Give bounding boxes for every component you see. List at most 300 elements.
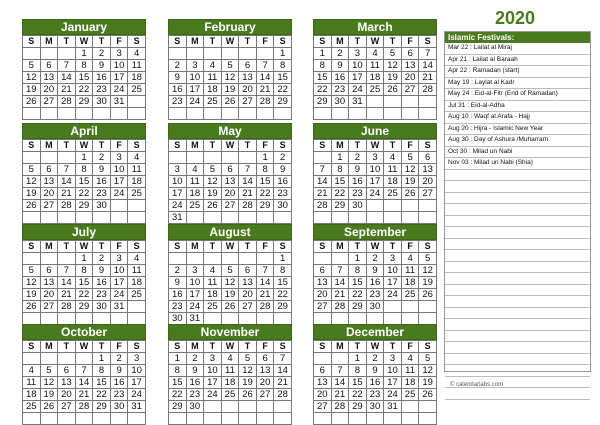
week-row [169, 389, 292, 401]
weekday-header: T [204, 341, 222, 353]
week-row [314, 377, 437, 389]
day-cell: 19 [239, 377, 257, 389]
day-cell: 13 [40, 72, 58, 84]
day-cell: 20 [314, 289, 332, 301]
day-cell [274, 313, 292, 325]
month-days-table [168, 240, 292, 325]
day-cell [186, 152, 204, 164]
day-cell [274, 401, 292, 413]
weekday-header: W [221, 140, 239, 152]
day-cell: 26 [23, 200, 41, 212]
day-cell: 19 [419, 277, 437, 289]
day-cell: 26 [221, 96, 239, 108]
day-cell: 30 [274, 200, 292, 212]
day-cell: 4 [366, 48, 384, 60]
day-cell: 14 [58, 176, 76, 188]
day-cell: 13 [419, 164, 437, 176]
day-cell: 21 [331, 289, 349, 301]
day-cell: 12 [40, 377, 58, 389]
day-cell: 9 [93, 60, 111, 72]
day-cell: 22 [349, 289, 367, 301]
day-cell: 23 [93, 84, 111, 96]
weekday-header: M [331, 341, 349, 353]
day-cell: 25 [204, 301, 222, 313]
day-cell: 5 [23, 164, 41, 176]
weekday-header: S [128, 36, 146, 48]
weekday-header-row [169, 241, 292, 253]
day-cell: 28 [256, 301, 274, 313]
week-row [169, 365, 292, 377]
day-cell: 20 [239, 84, 257, 96]
week-row [169, 188, 292, 200]
day-cell [314, 413, 332, 425]
day-cell: 20 [221, 188, 239, 200]
day-cell: 15 [331, 176, 349, 188]
day-cell: 16 [186, 377, 204, 389]
festival-line: Oct 30 : Milad un Nabi [445, 147, 590, 159]
day-cell [40, 413, 58, 425]
weekday-header: S [419, 241, 437, 253]
day-cell: 17 [204, 377, 222, 389]
festival-line: Apr 21 : Lailat al Baraah [445, 55, 590, 67]
day-cell: 5 [401, 152, 419, 164]
day-cell: 29 [314, 96, 332, 108]
day-cell: 14 [331, 377, 349, 389]
day-cell [23, 152, 41, 164]
day-cell [331, 212, 349, 224]
day-cell: 11 [128, 265, 146, 277]
festival-line [445, 331, 590, 343]
day-cell [256, 48, 274, 60]
festival-line: Jul 31 : Eid-al-Adha [445, 101, 590, 113]
day-cell [128, 96, 146, 108]
day-cell: 18 [401, 277, 419, 289]
week-row [23, 277, 146, 289]
day-cell: 18 [384, 176, 402, 188]
festival-line [445, 388, 590, 400]
month-days-table [313, 139, 437, 224]
week-row [169, 152, 292, 164]
festival-line [445, 204, 590, 216]
day-cell: 18 [128, 176, 146, 188]
day-cell: 9 [366, 265, 384, 277]
day-cell: 9 [274, 164, 292, 176]
day-cell: 6 [256, 353, 274, 365]
day-cell: 5 [384, 48, 402, 60]
day-cell [40, 108, 58, 120]
day-cell: 9 [366, 365, 384, 377]
year-title: 2020 [494, 8, 536, 28]
day-cell [204, 253, 222, 265]
day-cell: 1 [274, 48, 292, 60]
day-cell: 2 [331, 48, 349, 60]
weekday-header: T [93, 36, 111, 48]
day-cell: 3 [384, 253, 402, 265]
week-row [314, 164, 437, 176]
day-cell: 10 [110, 164, 128, 176]
day-cell: 20 [401, 72, 419, 84]
day-cell: 18 [204, 84, 222, 96]
week-row [23, 389, 146, 401]
day-cell: 29 [93, 401, 111, 413]
day-cell: 22 [274, 289, 292, 301]
day-cell [204, 413, 222, 425]
festival-line [445, 319, 590, 331]
day-cell: 14 [75, 377, 93, 389]
month-november [168, 324, 292, 425]
festival-line: May 19 : Laylat al Kadr [445, 78, 590, 90]
weekday-header: T [93, 241, 111, 253]
day-cell: 12 [23, 176, 41, 188]
day-cell: 10 [110, 265, 128, 277]
day-cell: 26 [23, 96, 41, 108]
day-cell: 11 [204, 72, 222, 84]
weekday-header-row [314, 241, 437, 253]
day-cell: 18 [366, 72, 384, 84]
weekday-header-row [23, 341, 146, 353]
day-cell: 26 [419, 289, 437, 301]
day-cell: 18 [186, 188, 204, 200]
week-row [314, 84, 437, 96]
weekday-header: T [239, 140, 257, 152]
day-cell: 27 [58, 401, 76, 413]
day-cell: 12 [204, 176, 222, 188]
week-row [314, 176, 437, 188]
day-cell [40, 353, 58, 365]
day-cell [331, 253, 349, 265]
day-cell: 6 [401, 48, 419, 60]
month-title: July [22, 224, 146, 240]
week-row [314, 152, 437, 164]
day-cell [40, 152, 58, 164]
day-cell [110, 108, 128, 120]
day-cell [58, 413, 76, 425]
day-cell: 19 [23, 188, 41, 200]
weekday-header: W [75, 341, 93, 353]
day-cell: 27 [40, 200, 58, 212]
day-cell: 15 [75, 277, 93, 289]
day-cell: 28 [58, 301, 76, 313]
day-cell: 6 [221, 164, 239, 176]
day-cell: 30 [93, 96, 111, 108]
day-cell: 2 [349, 152, 367, 164]
day-cell [40, 313, 58, 325]
day-cell: 3 [384, 353, 402, 365]
day-cell [110, 200, 128, 212]
day-cell: 19 [204, 188, 222, 200]
day-cell [366, 413, 384, 425]
day-cell: 31 [128, 401, 146, 413]
day-cell: 7 [256, 60, 274, 72]
day-cell: 1 [169, 353, 187, 365]
day-cell: 10 [186, 72, 204, 84]
credit-text: © calendarlabs.com [450, 382, 504, 388]
day-cell: 24 [384, 289, 402, 301]
week-row [314, 60, 437, 72]
day-cell [75, 212, 93, 224]
day-cell: 4 [384, 152, 402, 164]
festival-line [445, 308, 590, 320]
day-cell: 18 [221, 377, 239, 389]
weekday-header-row [314, 36, 437, 48]
festival-line [445, 170, 590, 182]
day-cell: 17 [384, 277, 402, 289]
day-cell: 30 [366, 301, 384, 313]
day-cell: 19 [401, 176, 419, 188]
month-title: October [22, 324, 146, 340]
day-cell [401, 301, 419, 313]
day-cell: 8 [331, 164, 349, 176]
day-cell [221, 212, 239, 224]
weekday-header: S [128, 241, 146, 253]
day-cell: 27 [256, 389, 274, 401]
day-cell: 25 [128, 289, 146, 301]
day-cell: 28 [58, 200, 76, 212]
day-cell: 28 [75, 401, 93, 413]
day-cell: 15 [314, 72, 332, 84]
day-cell [221, 152, 239, 164]
month-days-table [168, 35, 292, 120]
day-cell: 2 [93, 253, 111, 265]
day-cell: 3 [186, 265, 204, 277]
festival-line: May 24 : Eid-al-Fitr (End of Ramadan) [445, 89, 590, 101]
weekday-header: T [349, 36, 367, 48]
day-cell: 10 [204, 365, 222, 377]
weekday-header: S [314, 341, 332, 353]
day-cell: 7 [75, 365, 93, 377]
day-cell: 5 [221, 265, 239, 277]
day-cell: 9 [349, 164, 367, 176]
day-cell [314, 212, 332, 224]
day-cell: 27 [401, 84, 419, 96]
day-cell: 22 [169, 389, 187, 401]
day-cell: 14 [314, 176, 332, 188]
day-cell: 14 [58, 72, 76, 84]
day-cell: 1 [256, 152, 274, 164]
week-row [314, 389, 437, 401]
day-cell: 24 [349, 84, 367, 96]
day-cell [204, 108, 222, 120]
day-cell: 7 [331, 265, 349, 277]
day-cell: 2 [169, 265, 187, 277]
day-cell [204, 401, 222, 413]
day-cell: 30 [169, 313, 187, 325]
day-cell: 14 [256, 72, 274, 84]
day-cell: 4 [401, 253, 419, 265]
day-cell: 25 [23, 401, 41, 413]
day-cell: 15 [256, 176, 274, 188]
day-cell: 15 [274, 277, 292, 289]
day-cell: 4 [204, 60, 222, 72]
day-cell [75, 413, 93, 425]
day-cell: 3 [204, 353, 222, 365]
month-title: August [168, 224, 292, 240]
day-cell: 3 [110, 152, 128, 164]
day-cell: 21 [75, 389, 93, 401]
week-row [169, 84, 292, 96]
day-cell: 28 [256, 96, 274, 108]
day-cell: 9 [110, 365, 128, 377]
day-cell [401, 313, 419, 325]
day-cell: 4 [23, 365, 41, 377]
week-row [23, 313, 146, 325]
day-cell: 12 [23, 277, 41, 289]
day-cell: 13 [314, 277, 332, 289]
month-days-table [168, 139, 292, 224]
day-cell: 22 [331, 188, 349, 200]
week-row [314, 48, 437, 60]
day-cell: 29 [274, 301, 292, 313]
day-cell: 23 [93, 289, 111, 301]
day-cell [221, 48, 239, 60]
day-cell: 4 [221, 353, 239, 365]
weekday-header-row [169, 36, 292, 48]
day-cell: 29 [256, 200, 274, 212]
day-cell: 22 [93, 389, 111, 401]
day-cell [331, 353, 349, 365]
day-cell [221, 413, 239, 425]
day-cell: 15 [349, 377, 367, 389]
day-cell [58, 313, 76, 325]
festival-line: Aug 10 : Waqf al Arafa - Hajj [445, 112, 590, 124]
day-cell: 26 [239, 389, 257, 401]
weekday-header: T [204, 36, 222, 48]
day-cell: 18 [23, 389, 41, 401]
day-cell [40, 48, 58, 60]
day-cell [186, 108, 204, 120]
day-cell: 27 [419, 188, 437, 200]
day-cell: 5 [221, 60, 239, 72]
day-cell: 19 [221, 84, 239, 96]
day-cell [401, 96, 419, 108]
day-cell [349, 313, 367, 325]
day-cell: 22 [75, 84, 93, 96]
festival-line [445, 227, 590, 239]
weekday-header: S [169, 241, 187, 253]
day-cell: 24 [110, 289, 128, 301]
weekday-header: S [419, 341, 437, 353]
weekday-header: T [384, 36, 402, 48]
day-cell: 21 [419, 72, 437, 84]
day-cell: 11 [401, 365, 419, 377]
day-cell: 27 [314, 401, 332, 413]
day-cell: 5 [40, 365, 58, 377]
week-row [314, 72, 437, 84]
day-cell [169, 152, 187, 164]
day-cell: 28 [58, 96, 76, 108]
week-row [23, 84, 146, 96]
day-cell: 11 [128, 164, 146, 176]
festivals-list [445, 43, 590, 400]
day-cell: 14 [58, 277, 76, 289]
weekday-header: T [239, 241, 257, 253]
day-cell: 17 [110, 277, 128, 289]
day-cell: 19 [40, 389, 58, 401]
day-cell [221, 313, 239, 325]
day-cell [331, 413, 349, 425]
day-cell [274, 108, 292, 120]
week-row [23, 176, 146, 188]
day-cell [384, 413, 402, 425]
weekday-header: S [274, 36, 292, 48]
weekday-header: S [169, 140, 187, 152]
day-cell: 6 [419, 152, 437, 164]
day-cell: 16 [169, 84, 187, 96]
day-cell [169, 48, 187, 60]
week-row [169, 253, 292, 265]
week-row [23, 265, 146, 277]
day-cell [204, 152, 222, 164]
day-cell [366, 313, 384, 325]
day-cell: 18 [128, 72, 146, 84]
day-cell: 20 [256, 377, 274, 389]
day-cell: 21 [58, 84, 76, 96]
week-row [169, 96, 292, 108]
day-cell: 22 [75, 289, 93, 301]
weekday-header: W [75, 241, 93, 253]
day-cell [128, 212, 146, 224]
day-cell [256, 401, 274, 413]
weekday-header: F [256, 241, 274, 253]
week-row [23, 212, 146, 224]
month-january [22, 19, 146, 120]
day-cell: 21 [58, 289, 76, 301]
day-cell [401, 212, 419, 224]
weekday-header: M [186, 36, 204, 48]
day-cell [384, 108, 402, 120]
day-cell: 18 [128, 277, 146, 289]
week-row [23, 253, 146, 265]
weekday-header: S [419, 140, 437, 152]
day-cell: 3 [169, 164, 187, 176]
month-april [22, 123, 146, 224]
week-row [23, 301, 146, 313]
day-cell: 16 [93, 176, 111, 188]
day-cell: 21 [239, 188, 257, 200]
festival-line: Apr 22 : Ramadan (start) [445, 66, 590, 78]
day-cell: 8 [75, 60, 93, 72]
day-cell: 9 [331, 60, 349, 72]
day-cell: 8 [274, 60, 292, 72]
month-title: January [22, 19, 146, 35]
day-cell [274, 413, 292, 425]
day-cell: 16 [349, 176, 367, 188]
week-row [169, 48, 292, 60]
day-cell: 26 [221, 301, 239, 313]
weekday-header-row [169, 341, 292, 353]
day-cell: 13 [256, 365, 274, 377]
day-cell: 23 [366, 289, 384, 301]
weekday-header: M [40, 36, 58, 48]
day-cell: 19 [419, 377, 437, 389]
day-cell: 5 [23, 60, 41, 72]
day-cell [23, 313, 41, 325]
day-cell: 4 [128, 152, 146, 164]
day-cell: 2 [274, 152, 292, 164]
weekday-header: F [401, 140, 419, 152]
day-cell [366, 200, 384, 212]
weekday-header-row [23, 36, 146, 48]
day-cell: 17 [169, 188, 187, 200]
day-cell: 16 [93, 72, 111, 84]
festival-line [445, 342, 590, 354]
day-cell [186, 253, 204, 265]
day-cell: 7 [58, 60, 76, 72]
day-cell: 22 [314, 84, 332, 96]
weekday-header: M [186, 140, 204, 152]
day-cell [419, 401, 437, 413]
weekday-header: W [75, 140, 93, 152]
